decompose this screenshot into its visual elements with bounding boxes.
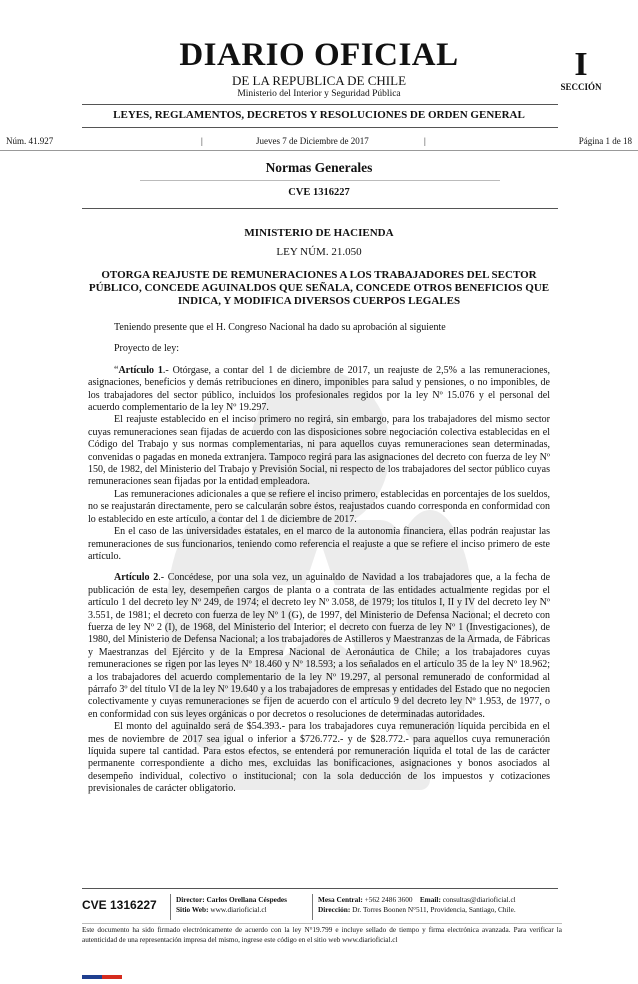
proyecto-label: Proyecto de ley: [114, 343, 179, 355]
section-banner: LEYES, REGLAMENTOS, DECRETOS Y RESOLUCIONES DE ORDEN GENERAL [113, 109, 525, 121]
issue-date: Jueves 7 de Diciembre de 2017 [256, 136, 369, 146]
section-numeral: I [574, 46, 588, 83]
category-rule [140, 180, 500, 181]
cve-rule [82, 208, 558, 209]
meta-rule [0, 150, 638, 151]
section-label: SECCIÓN [560, 82, 602, 92]
article-2-paragraph-1 [88, 572, 550, 721]
footer-contact-block [318, 895, 516, 915]
phone-label: Mesa Central: [318, 895, 363, 904]
chile-flag-stripe [82, 966, 122, 970]
newspaper-subtitle: DE LA REPUBLICA DE CHILE [231, 73, 407, 88]
email-label: Email: [419, 895, 441, 904]
address-text: Dr. Torres Boonen N°511, Providencia, Santiago, Chile. [352, 905, 516, 914]
article-1-text: .- Otórgase, a contar del 1 de diciembre de 2017, un reajuste de 2,5% a las remuneraciones, asignaciones, beneficios y demás retribuciones en dinero, imponibles para salud y pensiones, o no imponibles, de los trabajadores del sector público, incluidos los profesionales regidos por la ley Nº 15.076 y el personal del acuerdo complementario de la ley Nº 19.297. [88, 364, 550, 414]
law-number: LEY NÚM. 21.050 [276, 246, 362, 258]
article-1-label: Artículo 1 [118, 364, 163, 376]
cve-code: CVE 1316227 [288, 187, 350, 198]
article-1-paragraph-2: El reajuste establecido en el inciso primero no regirá, sin embargo, para los trabajadores del mismo sector cuyas remuneraciones sean fijadas de acuerdo con las disposiciones sobre negociación colectiva establecidas en el Código del Trabajo y sus normas complementarias, ni para aquellos cuyas remuneraciones sean determinadas, convenidas o pagadas en moneda extranjera. Tampoco regirá para las asignaciones del decreto con fuerza de ley Nº 150, de 1982, del Ministerio del Trabajo y Previsión Social, ni respecto de los trabajadores del sector público cuyas remuneraciones sean fijadas por la entidad empleadora. [88, 414, 550, 488]
issue-number: Núm. 41.927 [6, 136, 54, 146]
page-footer [82, 890, 562, 950]
footer-cve: CVE 1316227 [82, 898, 157, 912]
intro-paragraph: Teniendo presente que el H. Congreso Nacional ha dado su aprobación al siguiente [114, 322, 446, 333]
masthead-rule [82, 104, 558, 105]
footer-divider-2 [312, 894, 313, 920]
masthead [0, 36, 638, 106]
issuing-ministry: MINISTERIO DE HACIENDA [244, 227, 394, 239]
phone-number: +562 2486 3600 [364, 895, 413, 904]
page-indicator: Página 1 de 18 [578, 136, 632, 146]
footer-inner-rule [82, 923, 562, 924]
article-1-paragraph-3: Las remuneraciones adicionales a que se refiere el inciso primero, establecidas en porcentajes de los sueldos, no se reajustarán directamente, pero se calcularán sobre éstos, reajustados cuando corresponda en conformidad con lo establecido en este artículo, a contar del 1 de diciembre de 2017. [88, 488, 550, 525]
article-2-label: Artículo 2 [114, 572, 159, 584]
website-label: Sitio Web: [176, 905, 209, 914]
footer-director-block [176, 895, 287, 915]
law-title: OTORGA REAJUSTE DE REMUNERACIONES A LOS TRABAJADORES DEL SECTOR PÚBLICO, CONCEDE AGUINALDOS QUE SEÑALA, CONCEDE OTROS BENEFICIOS QUE INDICA, Y MODIFICA DIVERSOS CUERPOS LEGALES [88, 269, 550, 308]
article-2-paragraph-2: El monto del aguinaldo será de $54.393.- para los trabajadores cuya remuneración líquida percibida en el mes de noviembre de 2017 sea igual o inferior a $726.772.- y de $28.772.- para aquellos cuya remuneración líquida supere tal cantidad. Para estos efectos, se entenderá por remuneración líquida el total de las de carácter permanente correspondiente a dicho mes, excluidas las bonificaciones, asignaciones y bonos asociados al desempeño individual, colectivo o institucional; con la sola deducción de los impuestos y cotizaciones previsionales de carácter obligatorio. [88, 721, 550, 795]
ministry-line: Ministerio del Interior y Seguridad Pública [237, 89, 401, 99]
law-body [88, 322, 550, 796]
article-2-text: .- Concédese, por una sola vez, un aguinaldo de Navidad a los trabajadores que, a la fecha de publicación de esta ley, desempeñen cargos de planta o a contrata de las entidades actualmente regidas por el artículo 1 del decreto ley Nº 249, de 1974; el decreto ley Nº 3.058, de 1979; los títulos I, II y IV del decreto ley Nº 3.551, de 1981; el decreto con fuerza de ley Nº 1 (G), de 1997, del Ministerio de Defensa Nacional; el decreto con fuerza de ley Nº 2 (I), de 1968, del Ministerio del Interior; el decreto con fuerza de ley Nº 1 (Investigaciones), de 1980, del Ministerio de Defensa Nacional; a los trabajadores de Astilleros y Maestranzas de la Armada, de Fábricas y Maestranzas del Ejército y de la Empresa Nacional de Aeronáutica de Chile; a los trabajadores cuyas remuneraciones se rigen por las leyes Nº 18.460 y Nº 18.593; a los señalados en el artículo 35 de la ley Nº 18.962; a los trabajadores del acuerdo complementario de la ley Nº 19.297, al personal remunerado de conformidad al párrafo 3º del título VI de la ley Nº 19.640 y a los trabajadores de empresas y entidades del Estado que no negocien colectivamente y cuyas remuneraciones se fijen de acuerdo con el artículo 9 del decreto ley Nº 1.953, de 1977, o en conformidad con sus leyes orgánicas o por decretos o resoluciones de determinadas autoridades. [88, 572, 551, 720]
footer-divider-1 [170, 894, 171, 920]
email-link[interactable]: consultas@diarioficial.cl [442, 895, 516, 904]
category-heading: Normas Generales [265, 160, 373, 175]
open-quote: “ [114, 364, 119, 376]
article-1-paragraph-1 [88, 365, 550, 415]
article-1-paragraph-4: En el caso de las universidades estatales, en el marco de la autonomía financiera, ellas podrán reajustar las remuneraciones de sus funcionarios, teniendo como referencia el reajuste a que se refiere el inciso primero de este artículo. [88, 526, 550, 562]
signature-notice: Este documento ha sido firmado electrónicamente de acuerdo con la ley N°19.799 e incluye sellado de tiempo y firma electrónica avanzada. Para verificar la autenticidad de una representación impresa del mismo, ingrese este código en el sitio web www.diarioficial.cl [82, 926, 562, 944]
footer-rule [82, 888, 558, 889]
website-link[interactable]: www.diarioficial.cl [210, 905, 267, 914]
banner-rule [82, 127, 558, 128]
meta-separator-1: | [201, 136, 203, 146]
meta-separator-2: | [424, 136, 426, 146]
address-label: Dirección: [318, 905, 351, 914]
director-label: Director: [176, 895, 205, 904]
newspaper-title: DIARIO OFICIAL [179, 37, 459, 73]
director-name: Carlos Orellana Céspedes [206, 895, 288, 904]
